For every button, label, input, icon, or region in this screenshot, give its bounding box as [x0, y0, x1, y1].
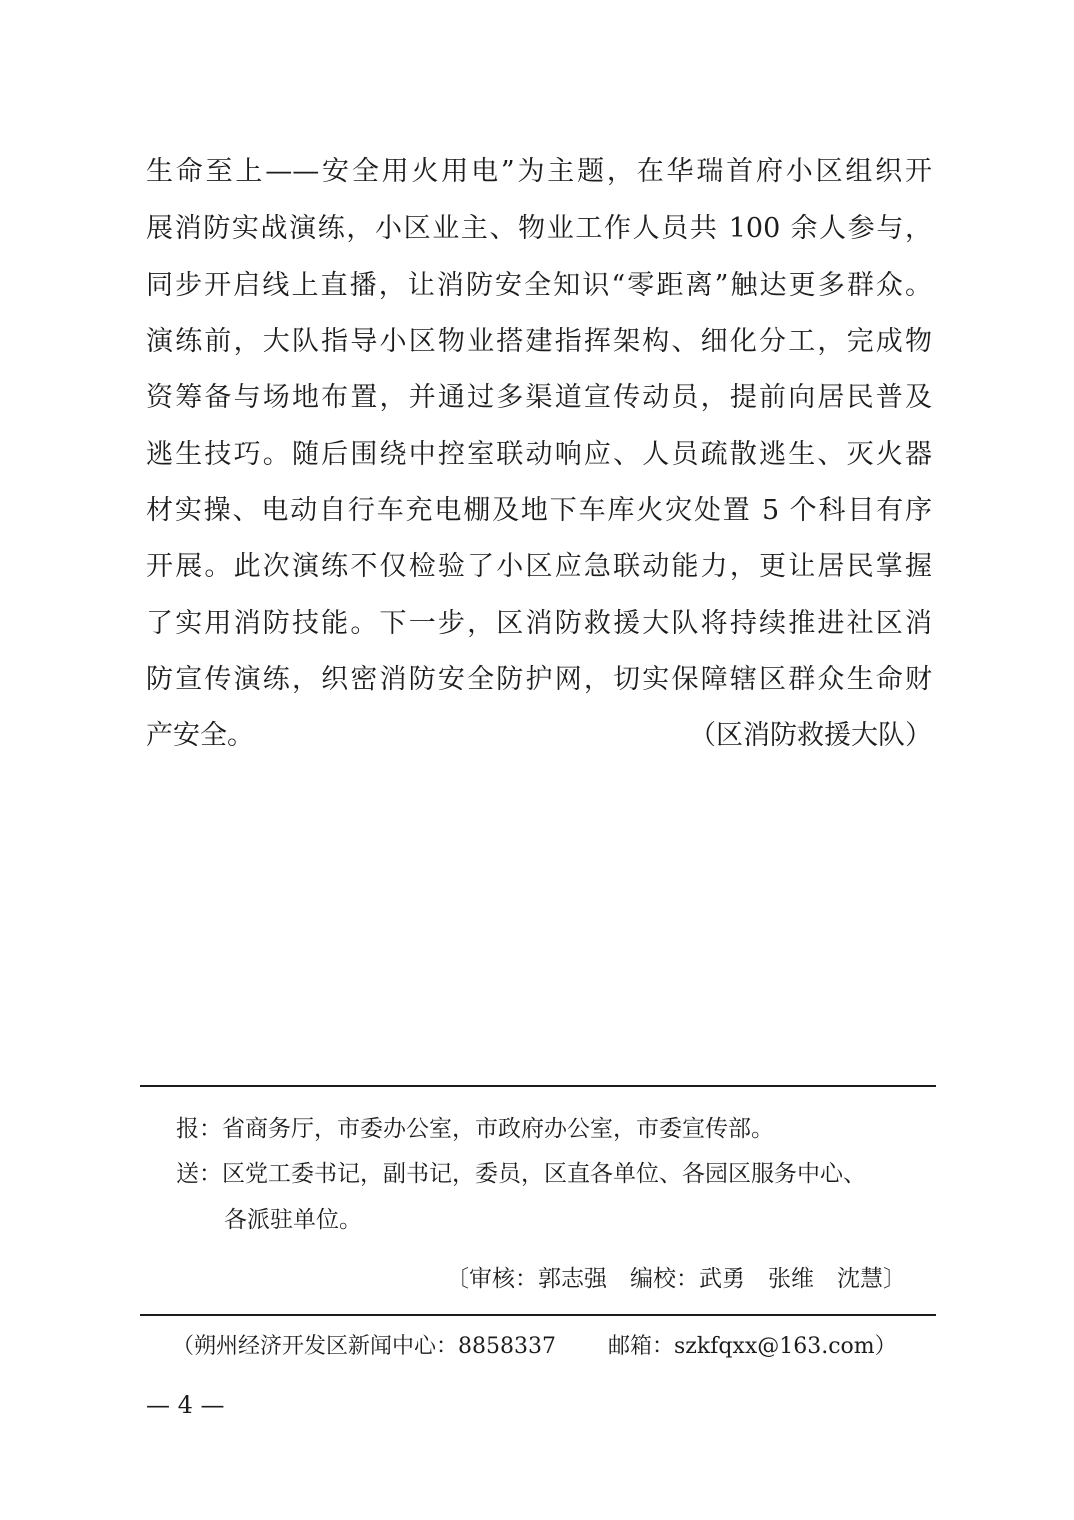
contact-info — [172, 1330, 897, 1364]
bottom-divider — [140, 1314, 936, 1316]
article-signature: （区消防救援大队） — [689, 720, 932, 751]
article-line: 产安全。 — [146, 720, 254, 751]
editorial-credits: 〔审核：郭志强 编校：武勇 张维 沈慧〕 — [446, 1266, 906, 1292]
article-line: 展消防实战演练，小区业主、物业工作人员共 100 余人参与， — [146, 213, 932, 244]
article-line: 了实用消防技能。下一步，区消防救援大队将持续推进社区消 — [146, 608, 932, 639]
contact-email: 邮箱：szkfqxx@163.com） — [607, 1334, 897, 1359]
article-line: 生命至上——安全用火用电”为主题，在华瑞首府小区组织开 — [146, 156, 932, 187]
article-line: 资筹备与场地布置，并通过多渠道宣传动员，提前向居民普及 — [146, 382, 932, 413]
contact-center: （朔州经济开发区新闻中心：8858337 — [172, 1334, 556, 1359]
article-line: 同步开启线上直播，让消防安全知识“零距离”触达更多群众。 — [146, 270, 932, 301]
send-to-line: 送：区党工委书记，副书记，委员，区直各单位、各园区服务中心、 — [176, 1161, 866, 1187]
article-line: 材实操、电动自行车充电棚及地下车库火灾处置 5 个科目有序 — [146, 495, 932, 526]
report-to-line: 报：省商务厅，市委办公室，市政府办公室，市委宣传部。 — [176, 1116, 774, 1142]
article-line: 开展。此次演练不仅检验了小区应急联动能力，更让居民掌握 — [146, 551, 932, 582]
article-line: 防宣传演练，织密消防安全防护网，切实保障辖区群众生命财 — [146, 664, 932, 695]
top-divider — [140, 1085, 936, 1087]
page-number: — 4 — — [146, 1391, 225, 1419]
article-line: 演练前，大队指导小区物业搭建指挥架构、细化分工，完成物 — [146, 326, 932, 357]
send-to-continuation: 各派驻单位。 — [224, 1207, 362, 1233]
article-line: 逃生技巧。随后围绕中控室联动响应、人员疏散逃生、灭火器 — [146, 439, 932, 470]
